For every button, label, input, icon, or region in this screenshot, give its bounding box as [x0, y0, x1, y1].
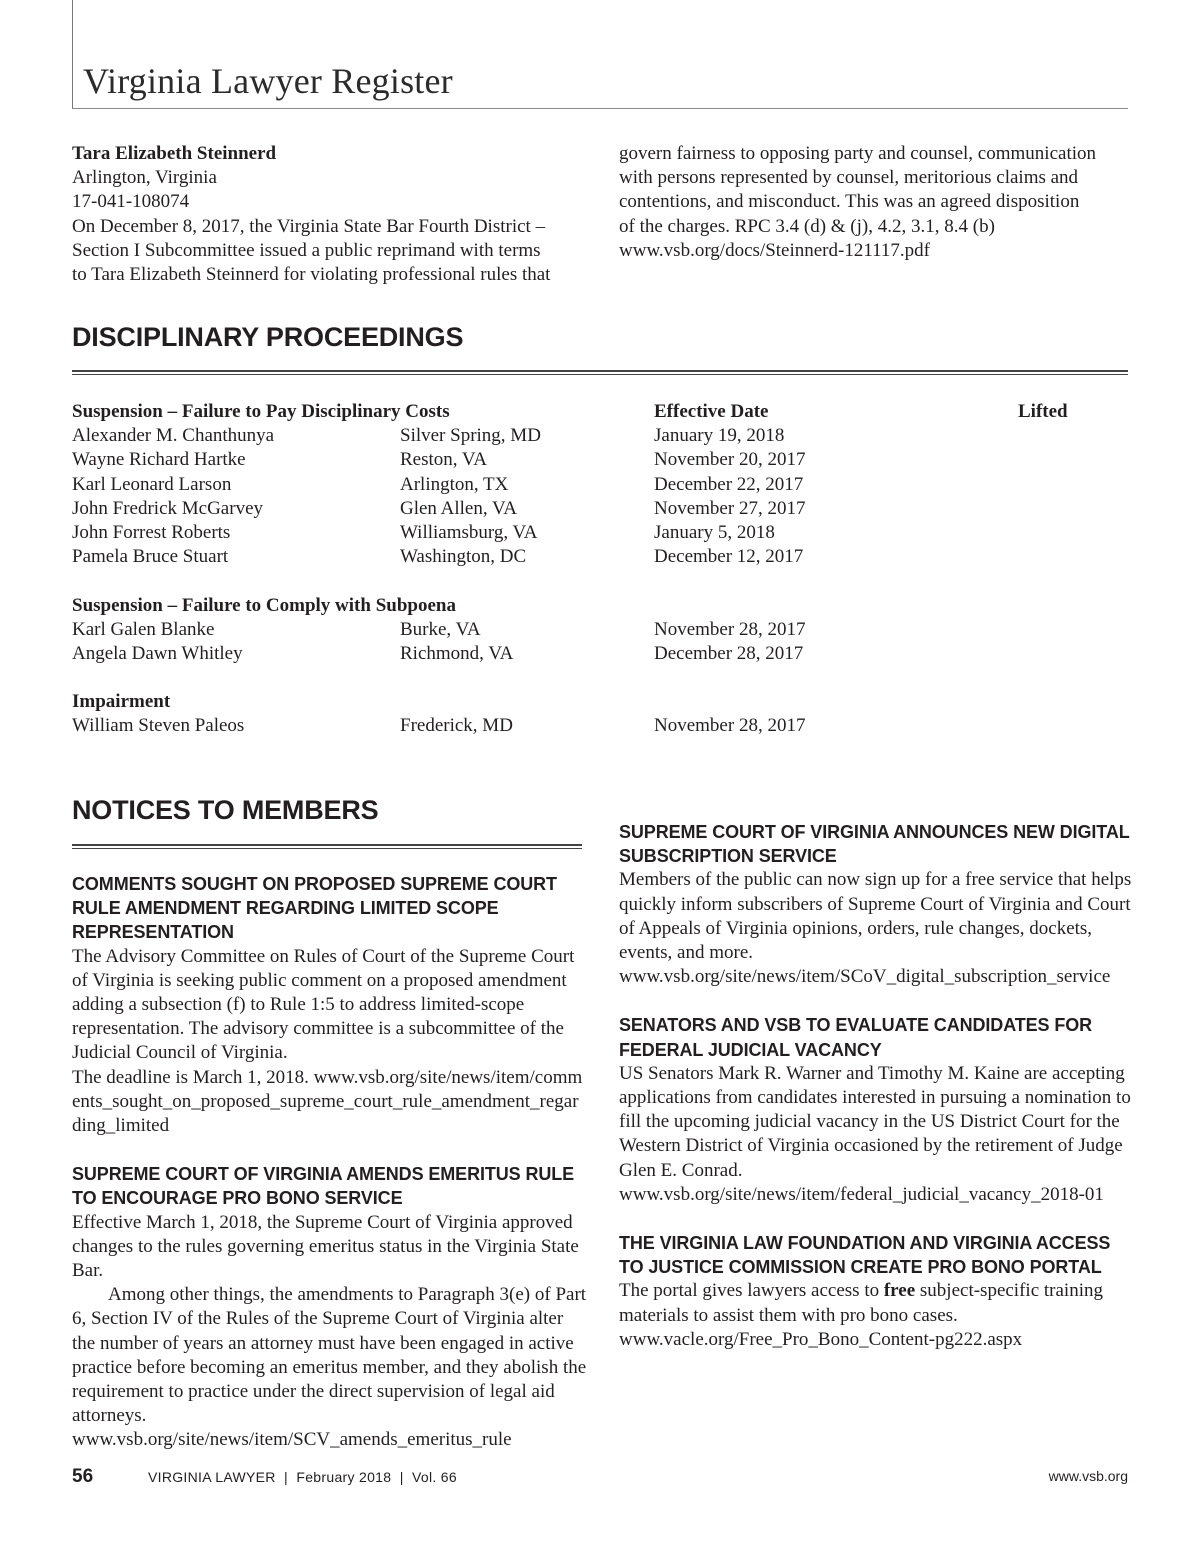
page-header-title: Virginia Lawyer Register [83, 61, 453, 101]
notice-body: Members of the public can now sign up for a free service that helps quickly inform subscribers of Supreme Court of Virginia and Court of Appeals of Virginia opinions, orders, rule changes, dockets, events, and more. [619, 869, 1132, 964]
reprimand-link[interactable]: www.vsb.org/docs/Steinnerd-121117.pdf [619, 239, 931, 261]
notice-body-text: subject-specific training materials to assist them with pro bono cases. [619, 1280, 1103, 1326]
notice-heading: SUPREME COURT OF VIRGINIA ANNOUNCES NEW DIGITAL SUBSCRIPTION SERVICE [619, 822, 1130, 867]
header-rule [72, 108, 1128, 109]
notice-link[interactable]: www.vsb.org/site/news/item/federal_judicial_vacancy_2018-01 [619, 1183, 1104, 1205]
member-city: Arlington, TX [400, 473, 509, 495]
member-name: William Steven Paleos [72, 715, 245, 737]
page-number: 56 [72, 1466, 94, 1487]
effective-date-header: Effective Date [654, 401, 769, 422]
notice-body [619, 1279, 1139, 1327]
footer-site-link[interactable]: www.vsb.org [1048, 1468, 1128, 1484]
member-name: John Fredrick McGarvey [72, 497, 264, 519]
member-name: Angela Dawn Whitley [72, 642, 243, 664]
disciplinary-group-header [72, 690, 1132, 714]
member-name: Karl Leonard Larson [72, 473, 232, 495]
notice-body: US Senators Mark R. Warner and Timothy M. Kaine are accepting applications from candidates interested in pursuing a nomination to fill the upcoming judicial vacancy in the US District Court for the Western District of Virginia occasioned by the retirement of Judge Glen E. Conrad. [619, 1062, 1131, 1181]
table-row [72, 521, 1132, 545]
disciplinary-table [72, 400, 1132, 739]
publication-info: VIRGINIA LAWYER | February 2018 | Vol. 66 [148, 1469, 457, 1485]
reprimand-right-column [619, 142, 1139, 263]
notice-body: The Advisory Committee on Rules of Court of the Supreme Court of Virginia is seeking public comment on a proposed amendment adding a subsection (f) to Rule 1:5 to address limited-scope representation. The advisory committee is a subcommittee of the Judicial Council of Virginia. [72, 945, 575, 1064]
effective-date: December 28, 2017 [654, 642, 804, 664]
notice-item [72, 1162, 587, 1452]
effective-date: November 20, 2017 [654, 449, 806, 471]
group-heading: Suspension – Failure to Pay Disciplinary Costs [72, 401, 450, 422]
notices-section-title: NOTICES TO MEMBERS [72, 795, 379, 825]
member-name: Alexander M. Chanthunya [72, 425, 275, 447]
reprimand-text-line: contentions, and misconduct. This was an agreed disposition [619, 191, 1080, 213]
notices-right-column [619, 820, 1139, 1376]
reprimand-text-line: govern fairness to opposing party and counsel, communication [619, 143, 1097, 164]
table-row [72, 714, 1132, 738]
notice-heading: THE VIRGINIA LAW FOUNDATION AND VIRGINIA ACCESS TO JUSTICE COMMISSION CREATE PRO BONO PORTAL [619, 1233, 1111, 1278]
effective-date: November 27, 2017 [654, 497, 806, 519]
member-city: Burke, VA [400, 618, 481, 640]
member-city: Richmond, VA [400, 642, 514, 664]
notice-link[interactable]: www.vsb.org/site/news/item/SCV_amends_emeritus_rule [72, 1429, 512, 1451]
table-row [72, 642, 1132, 666]
table-row [72, 497, 1132, 521]
reprimand-text-line: On December 8, 2017, the Virginia State Bar Fourth District – [72, 215, 546, 237]
member-name: Pamela Bruce Stuart [72, 546, 229, 568]
table-row [72, 424, 1132, 448]
notice-link[interactable]: www.vsb.org/site/news/item/SCoV_digital_subscription_service [619, 966, 1111, 988]
disciplinary-group-header [72, 594, 1132, 618]
header-left-rule [72, 0, 73, 108]
notice-item [619, 1013, 1139, 1207]
notice-link[interactable]: www.vacle.org/Free_Pro_Bono_Content-pg222.aspx [619, 1328, 1023, 1350]
reprimand-text-line: of the charges. RPC 3.4 (d) & (j), 4.2, 3.1, 8.4 (b) [619, 215, 995, 237]
effective-date: January 5, 2018 [654, 521, 775, 543]
reprimand-text-line: to Tara Elizabeth Steinnerd for violating professional rules that [72, 264, 551, 286]
group-heading: Impairment [72, 691, 171, 713]
notice-body-text: The portal gives lawyers access to [619, 1280, 884, 1302]
reprimand-text-line: Section I Subcommittee issued a public reprimand with terms [72, 239, 541, 261]
notices-left-column [72, 872, 587, 1477]
notice-heading: SENATORS AND VSB TO EVALUATE CANDIDATES FOR FEDERAL JUDICIAL VACANCY [619, 1015, 1093, 1060]
disciplinary-group-header [72, 400, 1132, 424]
member-city: Williamsburg, VA [400, 521, 538, 543]
member-city: Glen Allen, VA [400, 497, 517, 519]
notice-heading: COMMENTS SOUGHT ON PROPOSED SUPREME COURT RULE AMENDMENT REGARDING LIMITED SCOPE REPRESENTATION [72, 874, 557, 943]
effective-date: December 12, 2017 [654, 546, 804, 568]
table-row [72, 448, 1132, 472]
reprimand-text-line: with persons represented by counsel, meritorious claims and [619, 167, 1079, 189]
notice-heading: SUPREME COURT OF VIRGINIA AMENDS EMERITUS RULE TO ENCOURAGE PRO BONO SERVICE [72, 1164, 575, 1209]
notice-body: Effective March 1, 2018, the Supreme Court of Virginia approved changes to the rules governing emeritus status in the Virginia State Bar. [72, 1211, 579, 1282]
table-row [72, 473, 1132, 497]
reprimand-docket: 17-041-108074 [72, 191, 190, 213]
member-name: John Forrest Roberts [72, 521, 231, 543]
member-city: Reston, VA [400, 449, 487, 471]
disciplinary-section-title: DISCIPLINARY PROCEEDINGS [72, 322, 464, 352]
reprimand-left-column [72, 142, 587, 287]
notice-item [72, 872, 587, 1138]
notice-item [619, 820, 1139, 989]
notice-body-paragraph: Among other things, the amendments to Paragraph 3(e) of Part 6, Section IV of the Rules of the Supreme Court of Virginia alter the number of years an attorney must have been engaged in active practice before becoming an emeritus member, and they abolish the requirement to practice under the direct supervision of legal aid attorneys. [72, 1284, 587, 1427]
effective-date: December 22, 2017 [654, 473, 804, 495]
notice-body-link[interactable]: The deadline is March 1, 2018. www.vsb.org/site/news/item/comments_sought_on_proposed_supreme_court_rule_amendment_regarding_limited [72, 1066, 583, 1137]
member-city: Frederick, MD [400, 715, 513, 737]
reprimand-name: Tara Elizabeth Steinnerd [72, 143, 277, 164]
lifted-header: Lifted [1018, 401, 1068, 422]
effective-date: November 28, 2017 [654, 715, 806, 737]
notice-item [619, 1231, 1139, 1352]
member-name: Wayne Richard Hartke [72, 449, 246, 471]
member-city: Washington, DC [400, 546, 527, 568]
effective-date: November 28, 2017 [654, 618, 806, 640]
effective-date: January 19, 2018 [654, 425, 785, 447]
notices-double-rule [72, 844, 582, 849]
table-row [72, 618, 1132, 642]
notice-body-emphasis: free [883, 1280, 916, 1302]
page-footer [72, 1466, 1128, 1490]
member-name: Karl Galen Blanke [72, 618, 215, 640]
table-row [72, 545, 1132, 569]
group-heading: Suspension – Failure to Comply with Subpoena [72, 594, 456, 616]
reprimand-location: Arlington, Virginia [72, 167, 217, 189]
member-city: Silver Spring, MD [400, 425, 541, 447]
disciplinary-double-rule [72, 370, 1128, 375]
